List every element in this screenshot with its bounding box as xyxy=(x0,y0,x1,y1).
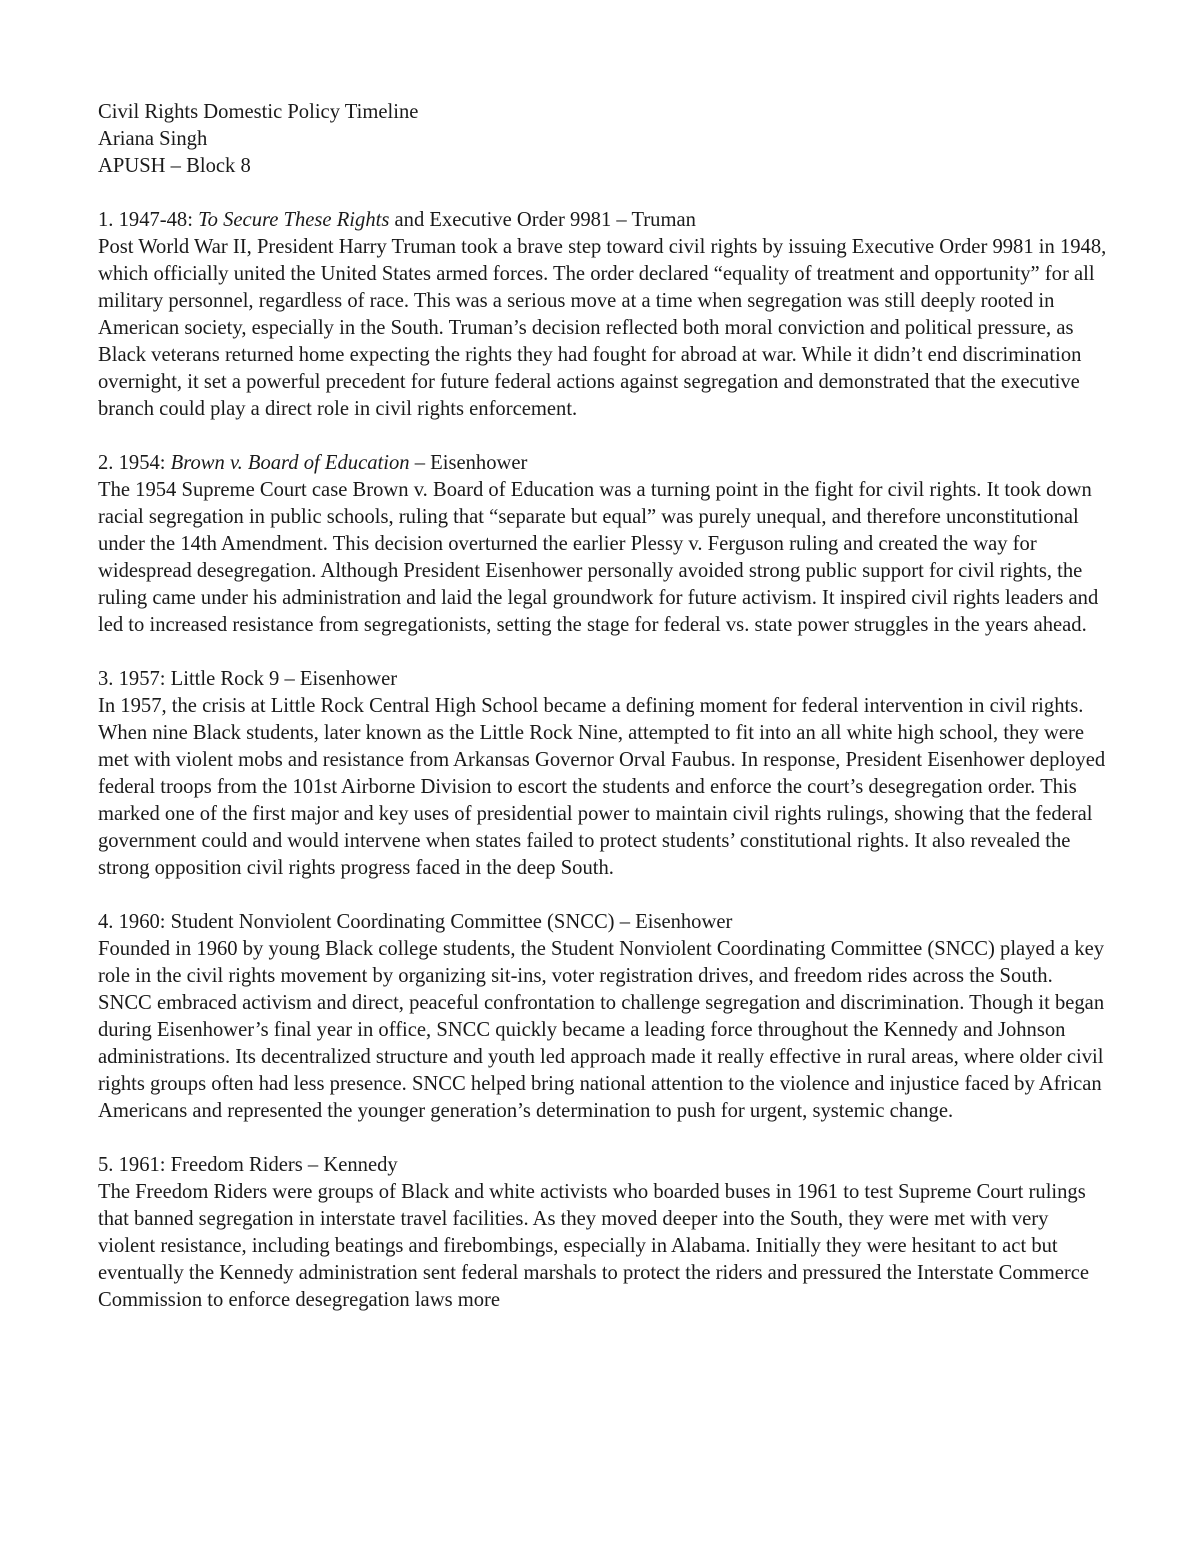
entry-heading xyxy=(98,450,1108,477)
entry-heading-suffix: – Eisenhower xyxy=(409,452,528,474)
entry-heading-prefix: 2. 1954: xyxy=(98,452,171,474)
timeline-entry-3 xyxy=(98,666,1108,882)
timeline-entry-5 xyxy=(98,1152,1108,1314)
entry-body: The Freedom Riders were groups of Black and white activists who boarded buses in 1961 to test Supreme Court rulings that banned segregation in interstate travel facilities. As they moved deeper into the South, they were met with very violent resistance, including beatings and firebombings, especially in Alabama. Initially they were hesitant to act but eventually the Kennedy administration sent federal marshals to protect the riders and pressured the Interstate Commerce Commission to enforce desegregation laws more xyxy=(98,1181,1090,1311)
spacer xyxy=(98,1125,1108,1152)
spacer xyxy=(98,882,1108,909)
entry-heading-suffix: and Executive Order 9981 – Truman xyxy=(389,209,696,231)
entry-heading-prefix: 1. 1947-48: xyxy=(98,209,199,231)
entry-body: Founded in 1960 by young Black college students, the Student Nonviolent Coordinating Committee (SNCC) played a key role in the civil rights movement by organizing sit-ins, voter registration drives, and freedom rides across the South. SNCC embraced activism and direct, peaceful confrontation to challenge segregation and discrimination. Though it began during Eisenhower’s final year in office, SNCC quickly became a leading force throughout the Kennedy and Johnson administrations. Its decentralized structure and youth led approach made it really effective in rural areas, where older civil rights groups often had less presence. SNCC helped bring national attention to the violence and injustice faced by African Americans and represented the younger generation’s determination to push for urgent, systemic change. xyxy=(98,938,1105,1122)
entry-heading: 5. 1961: Freedom Riders – Kennedy xyxy=(98,1154,398,1176)
entry-heading-italic: To Secure These Rights xyxy=(198,209,390,231)
spacer xyxy=(98,639,1108,666)
entry-heading-italic: Brown v. Board of Education xyxy=(170,452,410,474)
document-title: Civil Rights Domestic Policy Timeline xyxy=(98,101,419,123)
timeline-entry-4 xyxy=(98,909,1108,1125)
author-name: Ariana Singh xyxy=(98,128,208,150)
entry-heading: 3. 1957: Little Rock 9 – Eisenhower xyxy=(98,668,398,690)
timeline-entry-1 xyxy=(98,207,1108,423)
entry-body: In 1957, the crisis at Little Rock Central High School became a defining moment for federal intervention in civil rights. When nine Black students, later known as the Little Rock Nine, attempted to fit into an all white high school, they were met with violent mobs and resistance from Arkansas Governor Orval Faubus. In response, President Eisenhower deployed federal troops from the 101st Airborne Division to escort the students and enforce the court’s desegregation order. This marked one of the first major and key uses of presidential power to maintain civil rights rulings, showing that the federal government could and would intervene when states failed to protect students’ constitutional rights. It also revealed the strong opposition civil rights progress faced in the deep South. xyxy=(98,695,1106,879)
document-page xyxy=(98,99,1108,1314)
spacer xyxy=(98,423,1108,450)
spacer xyxy=(98,180,1108,207)
entry-heading xyxy=(98,207,1108,234)
timeline-entry-2 xyxy=(98,450,1108,639)
entry-heading: 4. 1960: Student Nonviolent Coordinating Committee (SNCC) – Eisenhower xyxy=(98,911,733,933)
entry-body: The 1954 Supreme Court case Brown v. Board of Education was a turning point in the fight for civil rights. It took down racial segregation in public schools, ruling that “separate but equal” was purely unequal, and therefore unconstitutional under the 14th Amendment. This decision overturned the earlier Plessy v. Ferguson ruling and created the way for widespread desegregation. Although President Eisenhower personally avoided strong public support for civil rights, the ruling came under his administration and laid the legal groundwork for future activism. It inspired civil rights leaders and led to increased resistance from segregationists, setting the stage for federal vs. state power struggles in the years ahead. xyxy=(98,479,1099,636)
class-block: APUSH – Block 8 xyxy=(98,155,251,177)
entry-body: Post World War II, President Harry Truman took a brave step toward civil rights by issuing Executive Order 9981 in 1948, which officially united the United States armed forces. The order declared “equality of treatment and opportunity” for all military personnel, regardless of race. This was a serious move at a time when segregation was still deeply rooted in American society, especially in the South. Truman’s decision reflected both moral conviction and political pressure, as Black veterans returned home expecting the rights they had fought for abroad at war. While it didn’t end discrimination overnight, it set a powerful precedent for future federal actions against segregation and demonstrated that the executive branch could play a direct role in civil rights enforcement. xyxy=(98,236,1107,420)
